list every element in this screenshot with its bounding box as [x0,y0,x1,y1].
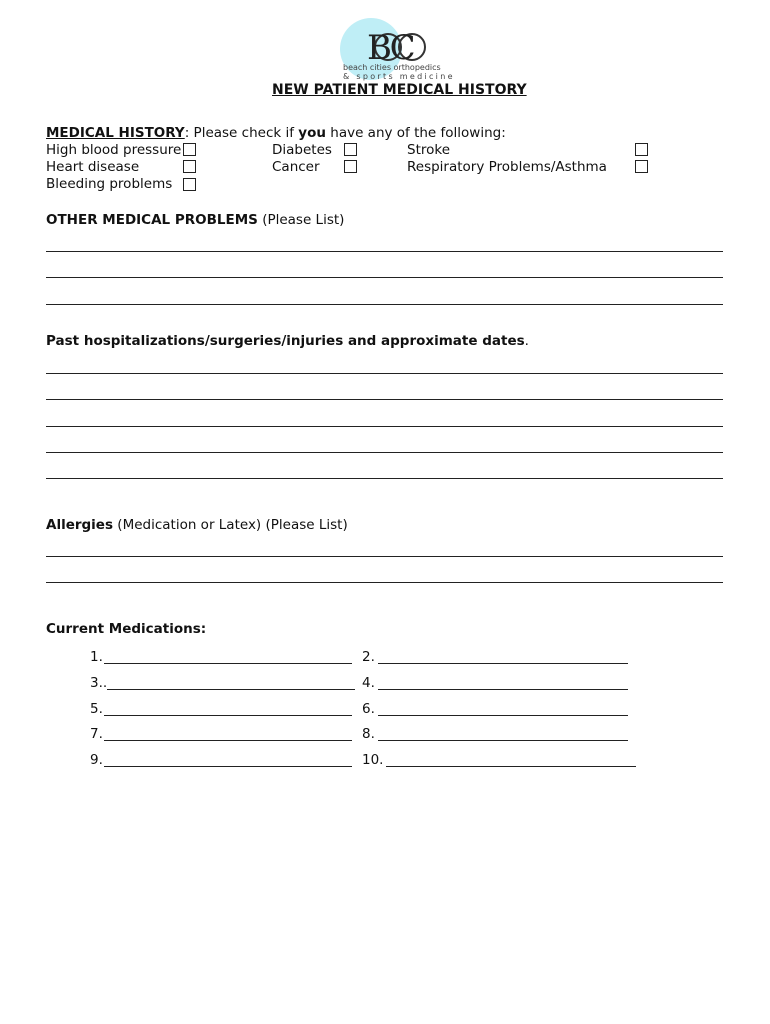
medication-line[interactable] [378,663,628,664]
write-in-line[interactable] [46,277,723,278]
medication-number: 3.. [90,675,108,691]
write-in-line[interactable] [46,304,723,305]
medication-line[interactable] [107,689,355,690]
logo-letters: BC [367,28,413,68]
medication-line[interactable] [386,766,636,767]
condition-label: Stroke [407,142,451,158]
medication-line[interactable] [104,715,352,716]
checkbox-high-blood-pressure[interactable] [183,143,196,156]
checkbox-diabetes[interactable] [344,143,357,156]
medical-history-heading: MEDICAL HISTORY [46,125,185,141]
page-title: NEW PATIENT MEDICAL HISTORY [272,82,527,98]
allergies-heading: Allergies (Medication or Latex) (Please List) [46,517,348,533]
medication-number: 7. [90,726,103,742]
medication-line[interactable] [378,715,628,716]
checkbox-respiratory[interactable] [635,160,648,173]
current-medications-heading: Current Medications: [46,621,207,637]
medication-number: 10. [362,752,384,768]
medication-number: 9. [90,752,103,768]
medication-line[interactable] [104,740,352,741]
checkbox-bleeding-problems[interactable] [183,178,196,191]
write-in-line[interactable] [46,251,723,252]
checkbox-heart-disease[interactable] [183,160,196,173]
medication-line[interactable] [104,663,352,664]
condition-label: Respiratory Problems/Asthma [407,159,607,175]
medication-number: 5. [90,701,103,717]
write-in-line[interactable] [46,478,723,479]
medication-number: 6. [362,701,375,717]
condition-label: High blood pressure [46,142,182,158]
logo-tagline-1: beach cities orthopedics [343,63,441,72]
condition-label: Cancer [272,159,320,175]
past-hospitalizations-heading: Past hospitalizations/surgeries/injuries and approximate dates. [46,333,529,349]
medication-line[interactable] [378,740,628,741]
medication-number: 8. [362,726,375,742]
write-in-line[interactable] [46,373,723,374]
medical-history-instruction: MEDICAL HISTORY: Please check if you have any of the following: [46,125,506,141]
write-in-line[interactable] [46,399,723,400]
medication-number: 4. [362,675,375,691]
medication-line[interactable] [104,766,352,767]
condition-label: Heart disease [46,159,140,175]
medication-number: 1. [90,649,103,665]
write-in-line[interactable] [46,556,723,557]
medication-line[interactable] [378,689,628,690]
checkbox-cancer[interactable] [344,160,357,173]
condition-label: Bleeding problems [46,176,173,192]
checkbox-stroke[interactable] [635,143,648,156]
write-in-line[interactable] [46,452,723,453]
write-in-line[interactable] [46,582,723,583]
write-in-line[interactable] [46,426,723,427]
logo-tagline-2: & sports medicine [343,72,455,81]
condition-label: Diabetes [272,142,332,158]
other-problems-heading: OTHER MEDICAL PROBLEMS (Please List) [46,212,345,228]
medication-number: 2. [362,649,375,665]
